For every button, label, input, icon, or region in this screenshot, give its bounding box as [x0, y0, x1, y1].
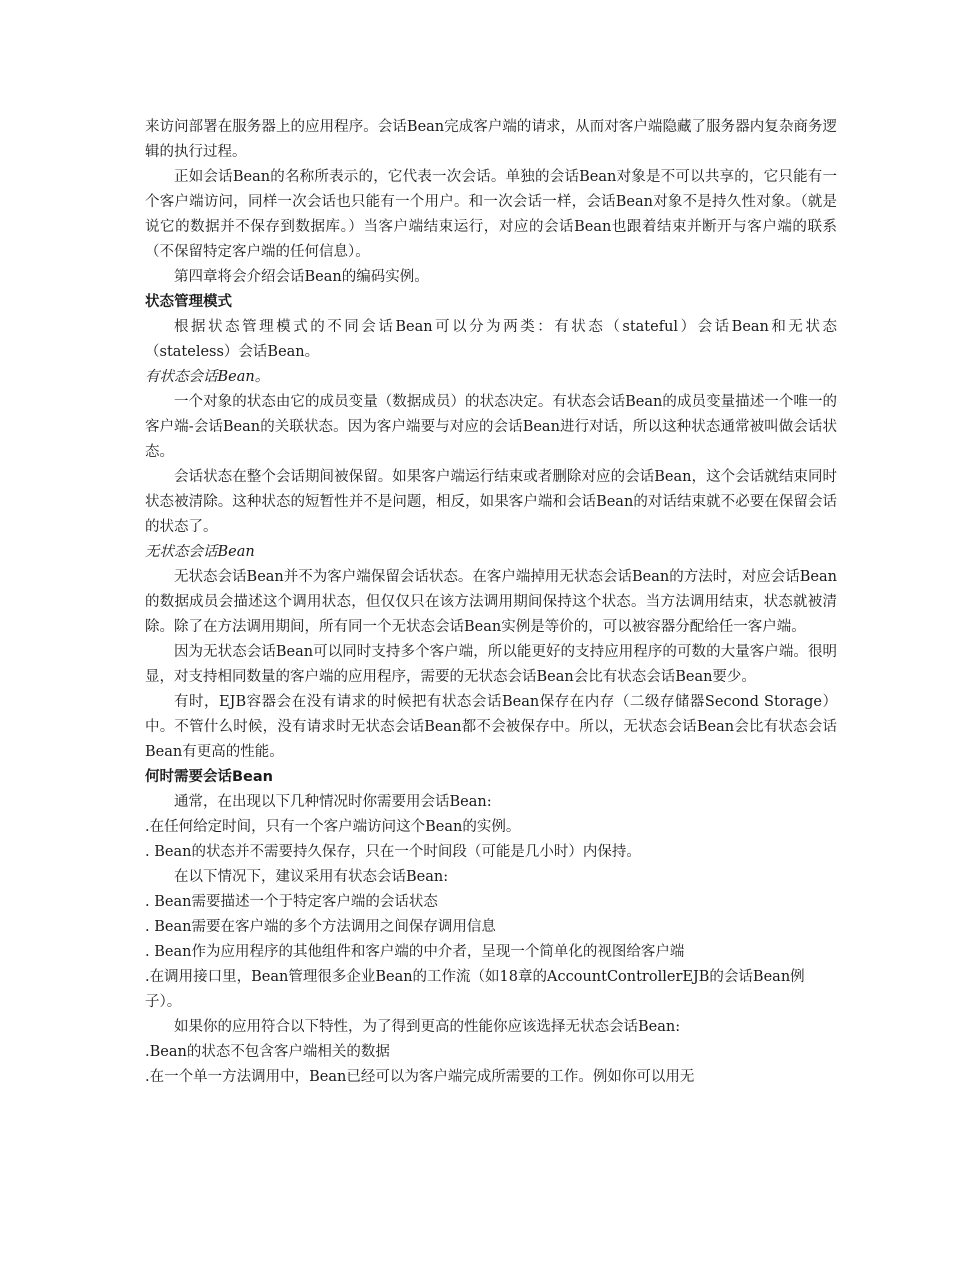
- list-item-6: .在调用接口里，Bean管理很多企业Bean的工作流（如18章的AccountControllerEJB的会话Bean例子）。: [145, 969, 805, 1010]
- document-page: [145, 115, 837, 1090]
- list-item-2: . Bean的状态并不需要持久保存，只在一个时间段（可能是几小时）内保持。: [145, 844, 641, 860]
- subheading-stateful: 有状态会话Bean。: [145, 369, 270, 385]
- paragraph-12: 如果你的应用符合以下特性，为了得到更高的性能你应该选择无状态会话Bean:: [174, 1019, 681, 1035]
- paragraph-5: 一个对象的状态由它的成员变量（数据成员）的状态决定。有状态会话Bean的成员变量描述一个唯一的客户端-会话Bean的关联状态。因为客户端要与对应的会话Bean进行对话，所以这种状态通常被叫做会话状态。: [145, 394, 837, 460]
- paragraph-1: 来访问部署在服务器上的应用程序。会话Bean完成客户端的请求，从而对客户端隐藏了服务器内复杂商务逻辑的执行过程。: [145, 119, 837, 160]
- paragraph-2: 正如会话Bean的名称所表示的，它代表一次会话。单独的会话Bean对象是不可以共享的，它只能有一个客户端访问，同样一次会话也只能有一个用户。和一次会话一样，会话Bean对象不是持久性对象。（就是说它的数据并不保存到数据库。）当客户端结束运行，对应的会话Bean也跟着结束并断开与客户端的联系（不保留特定客户端的任何信息）。: [145, 169, 837, 260]
- list-item-3: . Bean需要描述一个于特定客户端的会话状态: [145, 894, 438, 910]
- list-item-1: .在任何给定时间，只有一个客户端访问这个Bean的实例。: [145, 819, 521, 835]
- paragraph-6: 会话状态在整个会话期间被保留。如果客户端运行结束或者删除对应的会话Bean，这个会话就结束同时状态被清除。这种状态的短暂性并不是问题，相反，如果客户端和会话Bean的对话结束就不必要在保留会话的状态了。: [145, 469, 837, 535]
- list-item-7: .Bean的状态不包含客户端相关的数据: [145, 1044, 390, 1060]
- paragraph-7: 无状态会话Bean并不为客户端保留会话状态。在客户端掉用无状态会话Bean的方法时，对应会话Bean的数据成员会描述这个调用状态，但仅仅只在该方法调用期间保持这个状态。当方法调用结束，状态就被清除。除了在方法调用期间，所有同一个无状态会话Bean实例是等价的，可以被容器分配给任一客户端。: [145, 569, 837, 635]
- paragraph-3: 第四章将会介绍会话Bean的编码实例。: [174, 269, 429, 285]
- paragraph-8: 因为无状态会话Bean可以同时支持多个客户端，所以能更好的支持应用程序的可数的大量客户端。很明显，对支持相同数量的客户端的应用程序，需要的无状态会话Bean会比有状态会话Bean要少。: [145, 644, 837, 685]
- subheading-stateless: 无状态会话Bean: [145, 544, 255, 560]
- list-item-5: . Bean作为应用程序的其他组件和客户端的中介者，呈现一个简单化的视图给客户端: [145, 944, 685, 960]
- heading-when-session-bean: 何时需要会话Bean: [145, 769, 273, 785]
- paragraph-9: 有时，EJB容器会在没有请求的时候把有状态会话Bean保存在内存（二级存储器Second Storage）中。不管什么时候，没有请求时无状态会话Bean都不会被保存中。所以，无状态会话Bean会比有状态会话Bean有更高的性能。: [145, 694, 837, 760]
- paragraph-4: 根据状态管理模式的不同会话Bean可以分为两类：有状态（stateful）会话Bean和无状态（stateless）会话Bean。: [145, 319, 837, 360]
- paragraph-10: 通常，在出现以下几种情况时你需要用会话Bean:: [174, 794, 492, 810]
- paragraph-11: 在以下情况下，建议采用有状态会话Bean:: [174, 869, 449, 885]
- heading-state-management: 状态管理模式: [145, 294, 232, 310]
- list-item-8: .在一个单一方法调用中，Bean已经可以为客户端完成所需要的工作。例如你可以用无: [145, 1069, 695, 1085]
- list-item-4: . Bean需要在客户端的多个方法调用之间保存调用信息: [145, 919, 496, 935]
